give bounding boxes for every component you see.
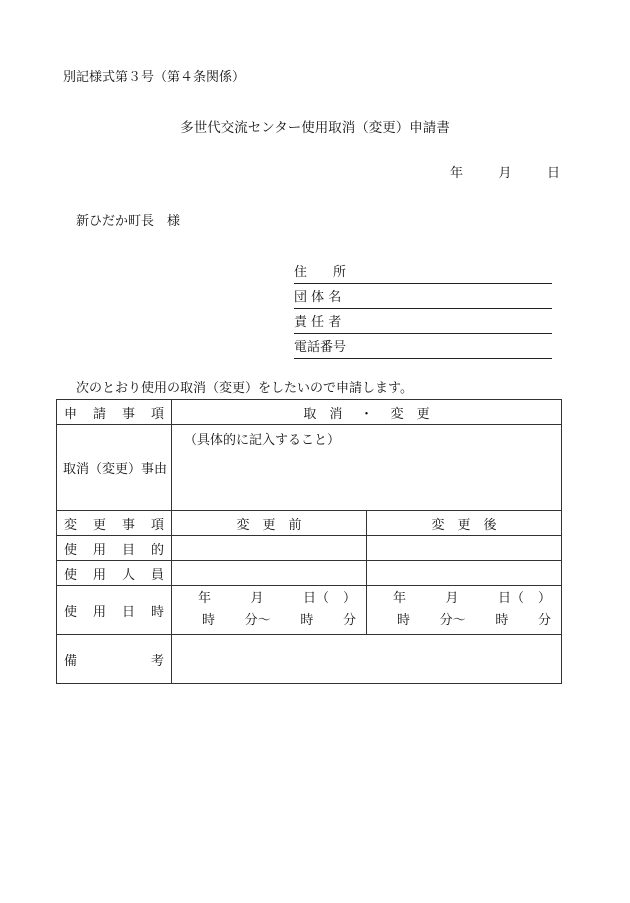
dt-after-hour-from: 時 [397,613,411,628]
choice-change[interactable]: 変 更 [390,406,430,422]
date-line [450,162,560,181]
applicant-responsible-label: 責 任 者 [294,315,342,330]
persons-label: 使用人員 [57,561,172,586]
document-title: 多世代交流センター使用取消（変更）申請書 [180,120,450,136]
dt-after-year: 年 [393,591,407,606]
dt-before-year: 年 [198,591,212,606]
remarks-label: 備考 [57,635,172,684]
dt-before-hour-from: 時 [202,613,216,628]
applicant-address-field[interactable] [294,259,552,284]
dt-before-hour-to: 時 [300,613,314,628]
application-item-label: 申請事項 [57,400,172,425]
applicant-address-label: 住 所 [294,265,347,280]
dt-after-day: 日（ [497,591,524,606]
persons-before-field[interactable] [172,561,367,586]
dt-after-close: ） [537,591,551,606]
dt-before-month: 月 [250,591,264,606]
dt-after-minute-to: 分 [537,613,551,628]
dt-after-minute-from: 分～ [439,613,466,628]
reason-label: 取消（変更）事由 [57,425,172,511]
reason-row [57,425,562,511]
before-label: 変 更 前 [172,511,367,536]
applicant-phone-label: 電話番号 [294,340,347,355]
choice-cancel[interactable]: 取 消 [303,406,343,422]
dt-before-day: 日（ [302,591,329,606]
change-item-row [57,511,562,536]
persons-row [57,561,562,586]
purpose-row [57,536,562,561]
dt-before-close: ） [342,591,356,606]
application-item-row [57,400,562,425]
change-item-label: 変更事項 [57,511,172,536]
addressee: 新ひだか町長 様 [76,214,181,229]
choice-separator: ・ [359,406,373,422]
purpose-label: 使用目的 [57,536,172,561]
datetime-after-field[interactable] [367,586,562,635]
applicant-phone-field[interactable] [294,334,552,359]
date-year: 年 [450,166,464,181]
form-reference: 別記様式第３号（第４条関係） [63,70,246,85]
dt-before-minute-from: 分～ [244,613,271,628]
date-month: 月 [498,166,512,181]
dt-after-month: 月 [445,591,459,606]
dt-before-minute-to: 分 [342,613,356,628]
datetime-before-field[interactable] [172,586,367,635]
dt-after-hour-to: 時 [495,613,509,628]
persons-after-field[interactable] [367,561,562,586]
intro-text: 次のとおり使用の取消（変更）をしたいので申請します。 [76,381,413,396]
after-label: 変 更 後 [367,511,562,536]
applicant-group-field[interactable] [294,284,552,309]
remarks-field[interactable] [172,635,562,684]
datetime-label: 使用日時 [57,586,172,635]
date-day: 日 [546,166,560,181]
purpose-after-field[interactable] [367,536,562,561]
reason-note: （具体的に記入すること） [184,433,341,448]
applicant-block [294,259,552,359]
applicant-group-label: 団 体 名 [294,290,342,305]
application-table [56,399,562,684]
applicant-responsible-field[interactable] [294,309,552,334]
application-choice[interactable] [172,400,562,425]
remarks-row [57,635,562,684]
purpose-before-field[interactable] [172,536,367,561]
datetime-row [57,586,562,635]
reason-field[interactable] [172,425,562,511]
